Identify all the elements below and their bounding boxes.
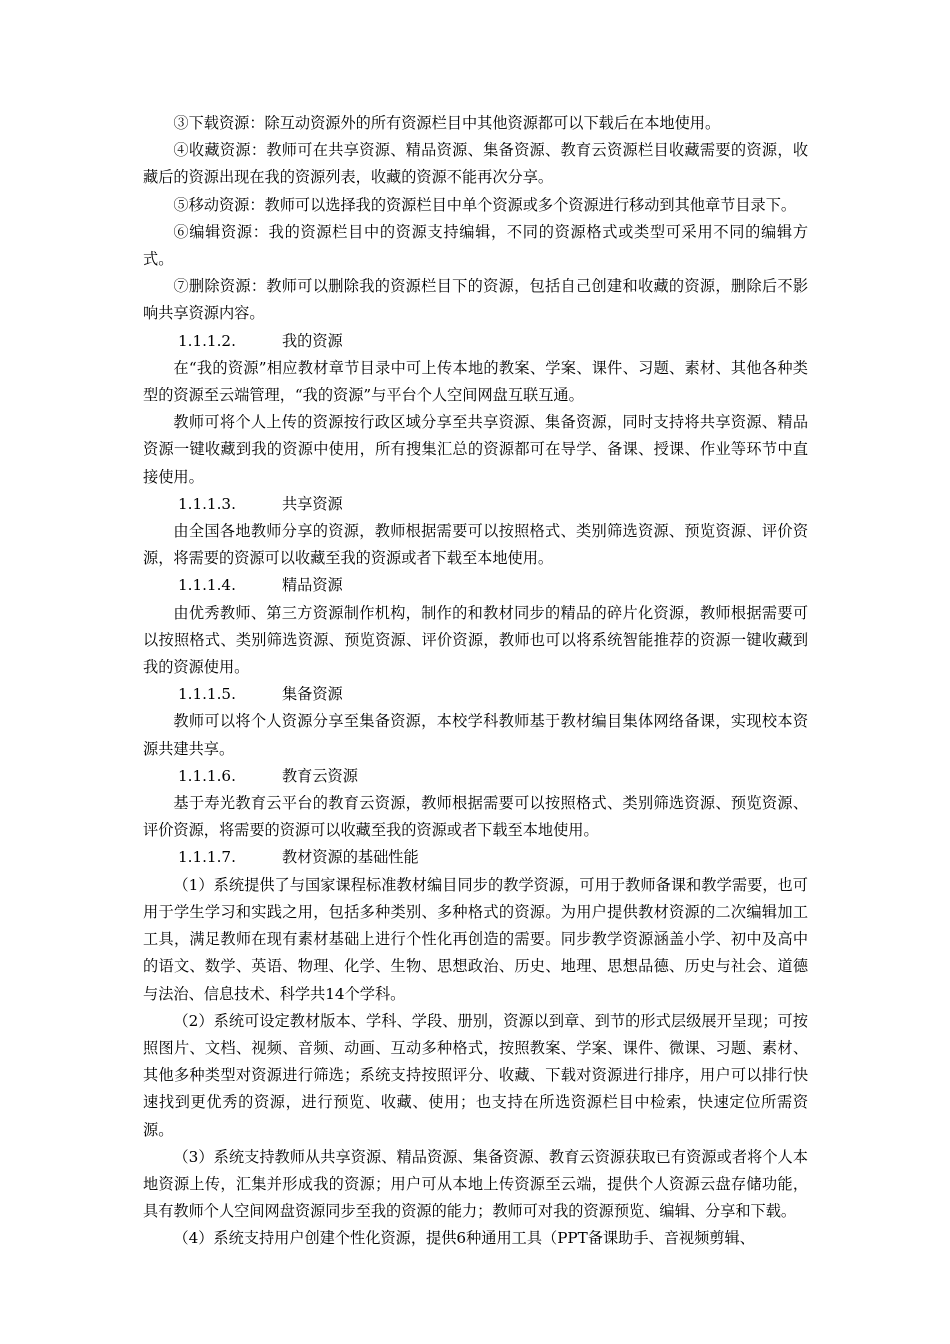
section-heading-textbook-resource-performance <box>143 844 808 871</box>
paragraph: 由优秀教师、第三方资源制作机构，制作的和教材同步的精品的碎片化资源，教师根据需要可以按照格式、类别筛选资源、预览资源、评价资源，教师也可以将系统智能推荐的资源一键收藏到我的资源使用。 <box>143 603 808 677</box>
paragraph: 教师可将个人上传的资源按行政区域分享至共享资源、集备资源，同时支持将共享资源、精品资源一键收藏到我的资源中使用，所有搜集汇总的资源都可在导学、备课、授课、作业等环节中直接使用。 <box>143 413 808 486</box>
section-title: 共享资源 <box>281 494 343 513</box>
section-heading-my-resources <box>143 328 808 355</box>
paragraph: （4）系统支持用户创建个性化资源，提供6种通用工具（PPT备课助手、音视频剪辑、 <box>173 1229 755 1248</box>
section-title: 精品资源 <box>281 576 343 595</box>
paragraph: （1）系统提供了与国家课程标准教材编目同步的教学资源，可用于教师备课和教学需要，也可用于学生学习和实践之用，包括多种类别、多种格式的资源。为用户提供教材资源的二次编辑加工工具，满足教师在现有素材基础上进行个性化再创造的需要。同步教学资源涵盖小学、初中及高中的语文、数学、英语、物理、化学、生物、思想政治、历史、地理、思想品德、历史与社会、道德与法治、信息技术、科学共14个学科。 <box>143 875 808 1003</box>
section-heading-collective-resources <box>143 681 808 708</box>
paragraph: 教师可以将个人资源分享至集备资源，本校学科教师基于教材编目集体网络备课，实现校本资源共建共享。 <box>143 712 808 758</box>
paragraph-edit-resource: ⑥编辑资源：我的资源栏目中的资源支持编辑，不同的资源格式或类型可采用不同的编辑方式。 <box>143 222 808 269</box>
section-heading-shared-resources <box>143 491 808 518</box>
section-number: 1.1.1.2. <box>177 331 236 350</box>
section-title: 我的资源 <box>281 331 343 350</box>
paragraph-favorite-resource: ④收藏资源：教师可在共享资源、精品资源、集备资源、教育云资源栏目收藏需要的资源，收藏后的资源出现在我的资源列表，收藏的资源不能再次分享。 <box>143 141 808 187</box>
paragraph-download-resource: ③下载资源：除互动资源外的所有资源栏目中其他资源都可以下载后在本地使用。 <box>173 114 721 132</box>
section-number: 1.1.1.5. <box>177 685 236 704</box>
document-page <box>143 110 808 1253</box>
paragraph-move-resource: ⑤移动资源：教师可以选择我的资源栏目中单个资源或多个资源进行移动到其他章节目录下。 <box>173 195 797 214</box>
section-number: 1.1.1.3. <box>177 494 236 513</box>
section-heading-premium-resources <box>143 572 808 599</box>
paragraph: （2）系统可设定教材版本、学科、学段、册别，资源以到章、到节的形式层级展开呈现；可按照图片、文档、视频、音频、动画、互动多种格式，按照教案、学案、课件、微课、习题、素材、其他多种类型对资源进行筛选；系统支持按照评分、收藏、下载对资源进行排序，用户可以排行快速找到更优秀的资源，进行预览、收藏、使用；也支持在所选资源栏目中检索，快速定位所需资源。 <box>143 1011 808 1139</box>
paragraph: （3）系统支持教师从共享资源、精品资源、集备资源、教育云资源获取已有资源或者将个人本地资源上传，汇集并形成我的资源；用户可从本地上传资源至云端，提供个人资源云盘存储功能，具有教师个人空间网盘资源同步至我的资源的能力；教师可对我的资源预览、编辑、分享和下载。 <box>143 1147 808 1221</box>
paragraph: 由全国各地教师分享的资源，教师根据需要可以按照格式、类别筛选资源、预览资源、评价资源，将需要的资源可以收藏至我的资源或者下载至本地使用。 <box>143 522 808 568</box>
section-title: 教材资源的基础性能 <box>281 848 419 867</box>
section-heading-education-cloud-resources <box>143 763 808 790</box>
section-number: 1.1.1.6. <box>177 766 236 785</box>
section-title: 教育云资源 <box>281 766 358 785</box>
paragraph-delete-resource: ⑦删除资源：教师可以删除我的资源栏目下的资源，包括自己创建和收藏的资源，删除后不影响共享资源内容。 <box>143 277 808 323</box>
section-number: 1.1.1.4. <box>177 576 236 595</box>
paragraph: 在“我的资源”相应教材章节目录中可上传本地的教案、学案、课件、习题、素材、其他各种类型的资源至云端管理，“我的资源”与平台个人空间网盘互联互通。 <box>143 358 808 405</box>
paragraph: 基于寿光教育云平台的教育云资源，教师根据需要可以按照格式、类别筛选资源、预览资源、评价资源，将需要的资源可以收藏至我的资源或者下载至本地使用。 <box>143 794 808 840</box>
section-number: 1.1.1.7. <box>177 848 236 867</box>
section-title: 集备资源 <box>281 685 343 704</box>
